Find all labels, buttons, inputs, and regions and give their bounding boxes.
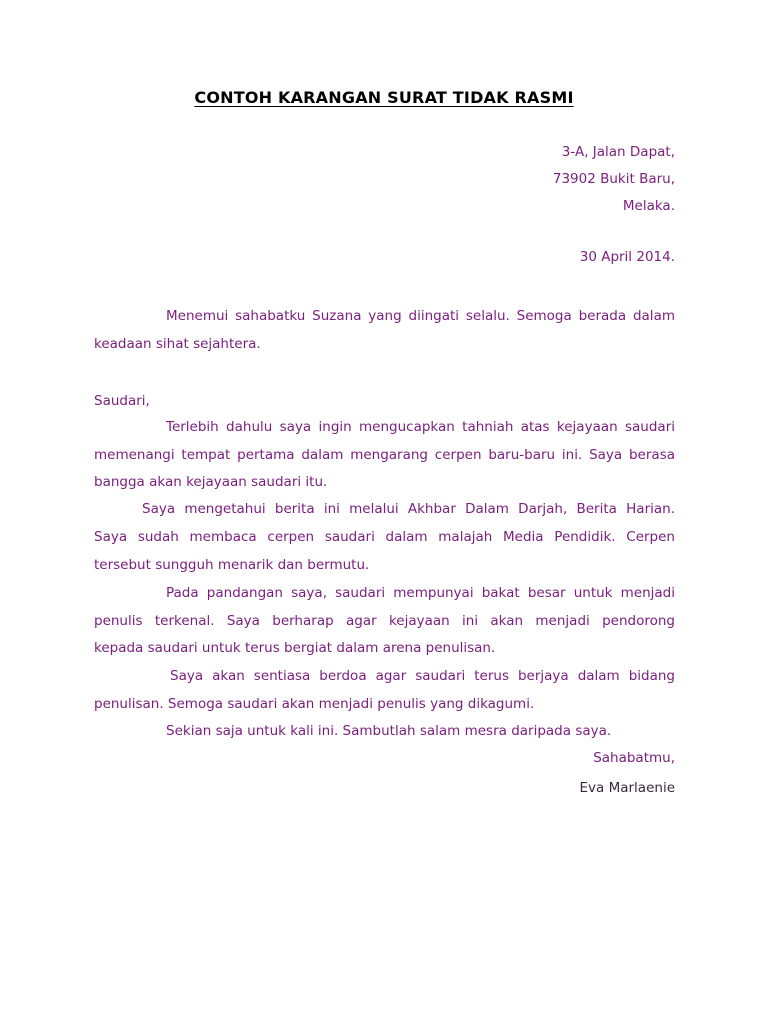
letter-date: 30 April 2014. (579, 249, 675, 265)
paragraph-3-line-1: Pada pandangan saya, saudari mempunyai bakat besar untuk menjadi (166, 585, 675, 601)
sender-address (553, 139, 675, 220)
paragraph-1-line-2: memenangi tempat pertama dalam mengarang cerpen baru-baru ini. Saya berasa (94, 447, 675, 463)
address-line-1: 3-A, Jalan Dapat, (561, 144, 675, 160)
paragraph-3-line-3: kepada saudari untuk terus bergiat dalam arena penulisan. (94, 640, 496, 656)
paragraph-4-line-1: Saya akan sentiasa berdoa agar saudari terus berjaya dalam bidang (170, 668, 675, 684)
address-line-3: Melaka. (622, 198, 675, 214)
paragraph-2-line-2: Saya sudah membaca cerpen saudari dalam malajah Media Pendidik. Cerpen (94, 529, 675, 545)
paragraph-1-line-3: bangga akan kejayaan saudari itu. (94, 474, 328, 490)
salutation: Saudari, (94, 393, 150, 409)
paragraph-1-line-1: Terlebih dahulu saya ingin mengucapkan tahniah atas kejayaan saudari (166, 419, 675, 435)
paragraph-2-line-3: tersebut sungguh menarik dan bermutu. (94, 557, 370, 573)
letter-title: CONTOH KARANGAN SURAT TIDAK RASMI (194, 88, 574, 107)
paragraph-3-line-2: penulis terkenal. Saya berharap agar kejayaan ini akan menjadi pendorong (94, 613, 675, 629)
paragraph-4-line-2: penulisan. Semoga saudari akan menjadi penulis yang dikagumi. (94, 696, 535, 712)
signature-name: Eva Marlaenie (579, 780, 675, 796)
greeting-line-1: Menemui sahabatku Suzana yang diingati selalu. Semoga berada dalam (166, 308, 675, 324)
paragraph-2-line-1: Saya mengetahui berita ini melalui Akhbar Dalam Darjah, Berita Harian. (142, 501, 675, 517)
paragraph-5-line-1: Sekian saja untuk kali ini. Sambutlah salam mesra daripada saya. (166, 723, 612, 739)
address-line-2: 73902 Bukit Baru, (552, 171, 675, 187)
closing-label: Sahabatmu, (593, 750, 675, 766)
greeting-line-2: keadaan sihat sejahtera. (94, 336, 261, 352)
